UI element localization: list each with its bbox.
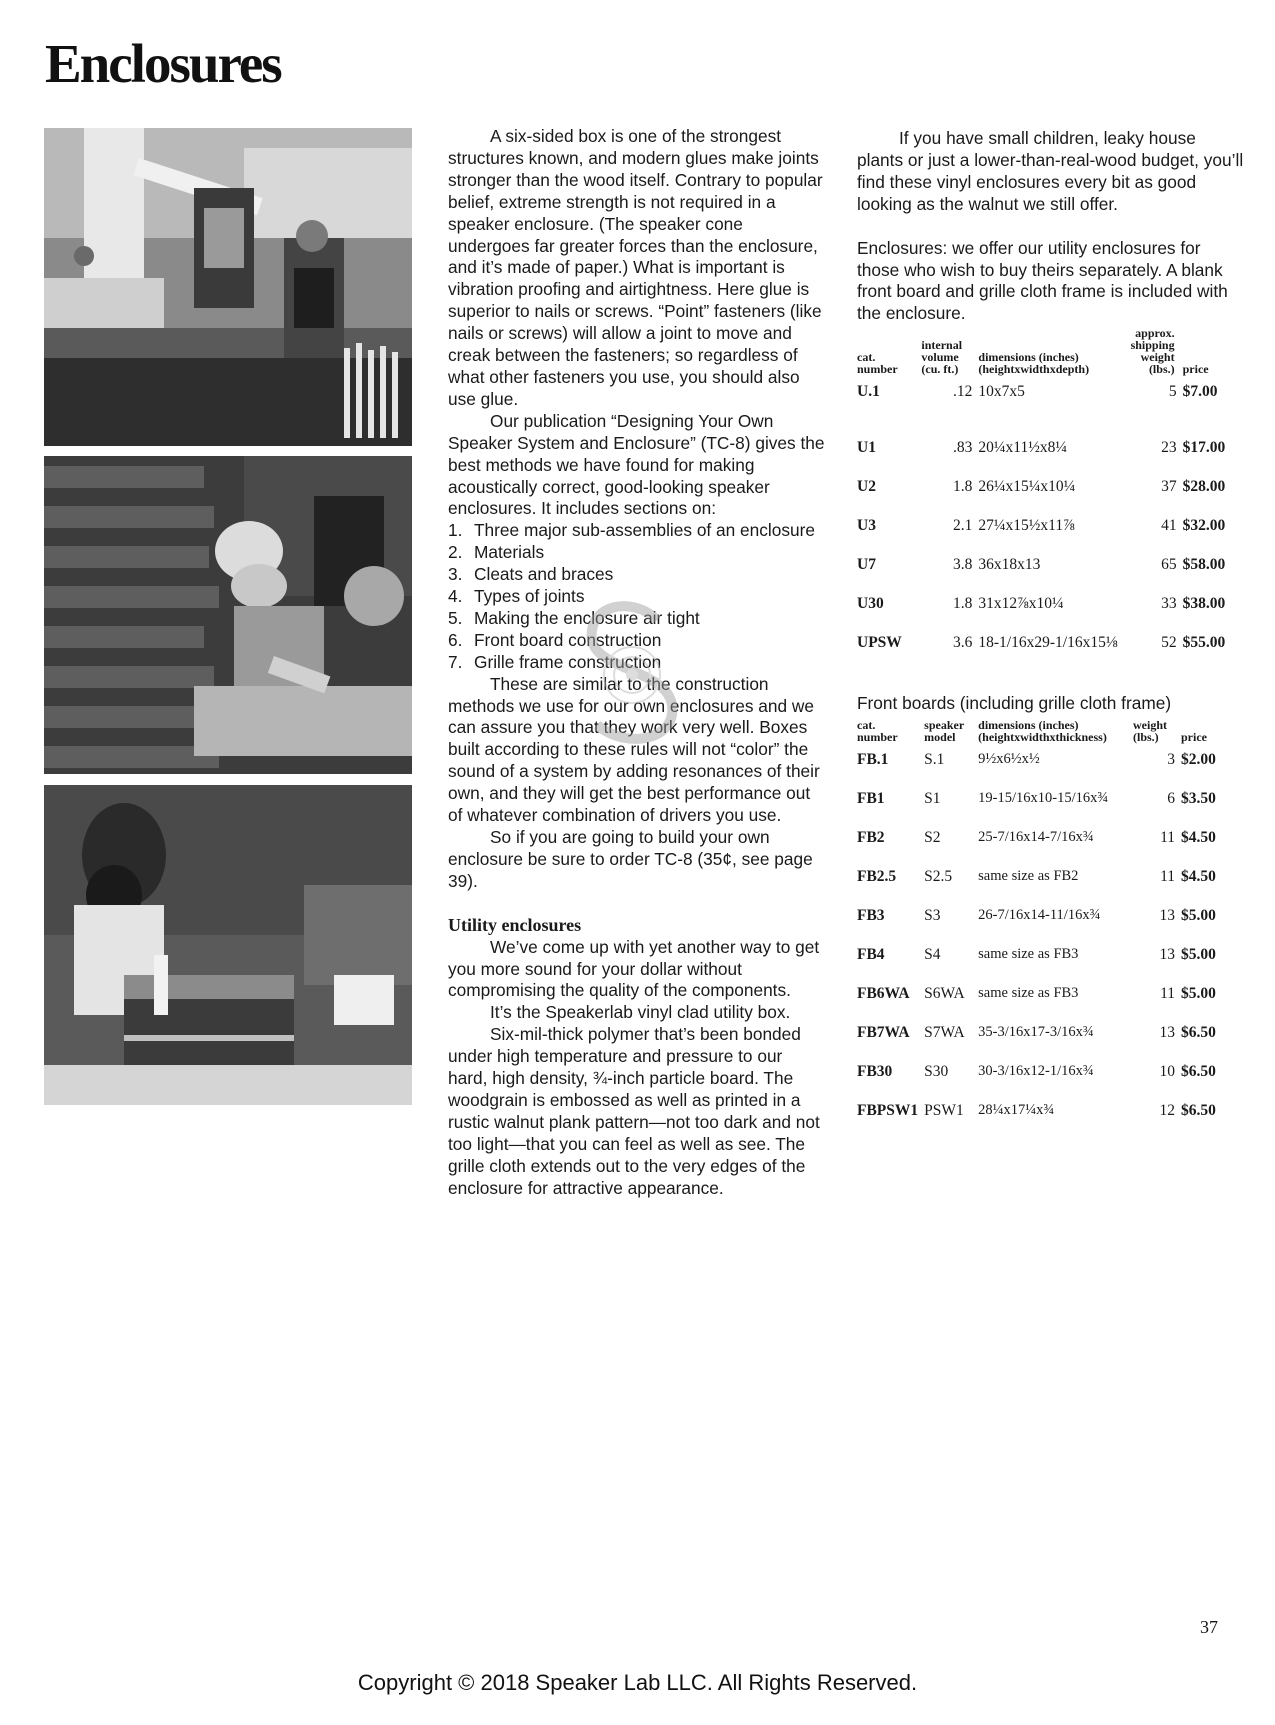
cell-speaker-model: S4 [924, 946, 941, 964]
cell-price: $6.50 [1181, 1063, 1216, 1081]
paragraph-vinyl-clad: It’s the Speakerlab vinyl clad utility box. [490, 1002, 791, 1023]
cell-cat-number: FB4 [857, 946, 885, 964]
cell-cat-number: FB1 [857, 790, 885, 808]
cell-price: $7.00 [1182, 383, 1218, 401]
cell-dimensions: 35-3/16x17-3/16x¾ [978, 1024, 1094, 1041]
cell-weight: 10 [1159, 1063, 1175, 1081]
cell-cat-number: U.1 [857, 383, 880, 401]
cell-cat-number: FB6WA [857, 985, 910, 1003]
list-number: 4. [448, 586, 463, 607]
cell-dimensions: 27¼x15½x11⅞ [978, 517, 1075, 535]
cell-cat-number: FB7WA [857, 1024, 910, 1042]
list-text: Making the enclosure air tight [474, 607, 700, 628]
cell-volume: 1.8 [953, 478, 973, 496]
cell-cat-number: FB2.5 [857, 868, 897, 886]
list-number: 6. [448, 629, 463, 650]
cell-volume: .83 [953, 439, 973, 457]
table-row [857, 749, 1245, 788]
cell-price: $2.00 [1181, 751, 1216, 769]
cell-cat-number: FB3 [857, 907, 885, 925]
paragraph-small-children: If you have small children, leaky house plants or just a lower-than-real-wood budget, you’ll find these vinyl enclosures every bit as good looking as the walnut we still offer. [857, 128, 1244, 214]
cell-dimensions: same size as FB3 [978, 946, 1079, 963]
worker-stacked-boards-photo [44, 456, 412, 774]
cell-weight: 41 [1161, 517, 1177, 535]
cell-dimensions: 9½x6½x½ [978, 751, 1040, 768]
list-text: Cleats and braces [474, 564, 614, 585]
header-internal-volume: internal volume (cu. ft.) [921, 338, 963, 377]
cell-price: $58.00 [1182, 556, 1226, 574]
workshop-drill-press-photo [44, 128, 412, 446]
table-row [857, 1100, 1245, 1139]
cell-price: $5.00 [1181, 907, 1216, 925]
header-speaker-model: speaker model [924, 718, 964, 745]
cell-price: $4.50 [1181, 868, 1216, 886]
section-list-item [448, 564, 826, 586]
cell-weight: 23 [1161, 439, 1177, 457]
paragraph-enclosures-offer: Enclosures: we offer our utility enclosures for those who wish to buy theirs separately. A blank front board and grille cloth frame is included with the enclosure. [857, 237, 1228, 324]
cell-price: $28.00 [1182, 478, 1226, 496]
cell-dimensions: 36x18x13 [978, 556, 1041, 574]
cell-cat-number: U1 [857, 439, 876, 457]
header-dimensions: dimensions (inches) (heightxwidthxdepth) [978, 350, 1090, 377]
cell-dimensions: 19-15/16x10-15/16x¾ [978, 790, 1109, 807]
table-row [857, 381, 1245, 437]
table-row [857, 437, 1245, 476]
article-column-right [857, 128, 1245, 1139]
cell-weight: 12 [1159, 1102, 1175, 1120]
cell-cat-number: U30 [857, 595, 884, 613]
cell-weight: 11 [1160, 985, 1175, 1003]
cell-dimensions: 30-3/16x12-1/16x¾ [978, 1063, 1094, 1080]
cell-volume: .12 [953, 383, 973, 401]
cell-speaker-model: S3 [924, 907, 941, 925]
paragraph-polymer: Six-mil-thick polymer that’s been bonded under high temperature and pressure to our hard, high density, ¾-inch particle board. The woodgrain is embossed as well as printed in a rustic walnut plank pattern—not too dark and not too light—that you can feel as well as see. The grille cloth extends out to the very edges of the enclosure for attractive appearance. [448, 1024, 820, 1198]
cell-cat-number: U7 [857, 556, 876, 574]
cell-volume: 1.8 [953, 595, 973, 613]
cell-dimensions: 28¼x17¼x¾ [978, 1102, 1055, 1119]
table-row [857, 632, 1245, 671]
cell-weight: 13 [1159, 907, 1175, 925]
cell-dimensions: 20¼x11½x8¼ [978, 439, 1067, 457]
cell-weight: 52 [1161, 634, 1177, 652]
cell-weight: 13 [1159, 946, 1175, 964]
table-row [857, 788, 1245, 827]
paragraph-more-sound: We’ve come up with yet another way to get you more sound for your dollar without compromising the quality of the components. [448, 936, 820, 1001]
cell-dimensions: 26-7/16x14-11/16x¾ [978, 907, 1101, 924]
cell-price: $5.00 [1181, 946, 1216, 964]
cell-price: $32.00 [1182, 517, 1226, 535]
cell-volume: 3.8 [953, 556, 973, 574]
table-row [857, 983, 1245, 1022]
cell-speaker-model: S2.5 [924, 868, 953, 886]
cell-cat-number: FB30 [857, 1063, 893, 1081]
header-cat-number: cat. number [857, 350, 898, 377]
cell-price: $6.50 [1181, 1102, 1216, 1120]
table-row [857, 554, 1245, 593]
cell-cat-number: U2 [857, 478, 876, 496]
speakerlab-watermark-icon [572, 600, 692, 750]
table-row [857, 476, 1245, 515]
table-row [857, 515, 1245, 554]
cell-cat-number: U3 [857, 517, 876, 535]
header-price: price [1181, 730, 1207, 745]
cell-speaker-model: S.1 [924, 751, 945, 769]
cell-dimensions: 31x12⅞x10¼ [978, 595, 1064, 613]
cell-weight: 33 [1161, 595, 1177, 613]
paragraph-box-strength: A six-sided box is one of the strongest structures known, and modern glues make joints stronger than the wood itself. Contrary to popular belief, extreme strength is not required in a speaker enclosure. (The speaker cone undergoes far greater forces than the enclosure, and it’s made of paper.) What is important is vibration proofing and airtightness. Here glue is superior to nails or screws. “Point” fasteners (like nails or screws) will allow a joint to move and creak between the fasteners; so regardless of what other fasteners you use, you should also use glue. [448, 126, 823, 409]
utility-enclosures-heading: Utility enclosures [448, 914, 582, 935]
paragraph-construction-methods: These are similar to the construction methods we use for our own enclosures and we can assure you that they work very well. Boxes built according to these rules will not “color” the sound of a system by adding resonances of their own, and they will get the best performance out of whatever combination of drivers you use. [448, 673, 820, 826]
cell-weight: 11 [1160, 868, 1175, 886]
cell-price: $6.50 [1181, 1024, 1216, 1042]
header-dimensions: dimensions (inches) (heightxwidthxthickness) [978, 718, 1107, 745]
list-text: Front board construction [474, 629, 662, 650]
list-text: Types of joints [474, 586, 585, 607]
cell-cat-number: FB2 [857, 829, 885, 847]
cell-dimensions: same size as FB3 [978, 985, 1079, 1002]
header-weight: weight (lbs.) [1133, 718, 1167, 745]
cell-volume: 3.6 [953, 634, 973, 652]
cell-dimensions: 26¼x15¼x10¼ [978, 478, 1076, 496]
cell-speaker-model: S2 [924, 829, 941, 847]
cell-dimensions: 10x7x5 [978, 383, 1025, 401]
list-text: Grille frame construction [474, 651, 662, 672]
header-shipping-weight: approx. shipping weight (lbs.) [1130, 326, 1175, 377]
cell-price: $3.50 [1181, 790, 1216, 808]
cell-price: $17.00 [1182, 439, 1226, 457]
cell-cat-number: FB.1 [857, 751, 889, 769]
copyright-notice: Copyright © 2018 Speaker Lab LLC. All Rights Reserved. [357, 1670, 918, 1695]
worker-assembling-box-photo [44, 785, 412, 1105]
cell-price: $4.50 [1181, 829, 1216, 847]
list-number: 2. [448, 542, 463, 563]
list-number: 7. [448, 651, 463, 672]
table-row [857, 593, 1245, 632]
header-cat-number: cat. number [857, 718, 898, 745]
cell-volume: 2.1 [953, 517, 973, 535]
cell-dimensions: 25-7/16x14-7/16x¾ [978, 829, 1094, 846]
cell-cat-number: UPSW [857, 634, 902, 652]
cell-weight: 3 [1167, 751, 1175, 769]
section-list-item [448, 542, 826, 564]
header-price: price [1182, 362, 1209, 377]
table-row [857, 1061, 1245, 1100]
front-boards-table [857, 719, 1245, 1139]
cell-price: $5.00 [1181, 985, 1216, 1003]
cell-price: $55.00 [1182, 634, 1226, 652]
cell-dimensions: same size as FB2 [978, 868, 1079, 885]
utility-enclosures-table [857, 327, 1245, 671]
cell-weight: 65 [1161, 556, 1177, 574]
front-boards-heading: Front boards (including grille cloth frame) [857, 693, 1172, 714]
cell-weight: 11 [1160, 829, 1175, 847]
list-number: 3. [448, 564, 463, 585]
page-number: 37 [1200, 1617, 1218, 1637]
list-text: Three major sub-assemblies of an enclosure [474, 520, 815, 541]
cell-weight: 5 [1168, 383, 1177, 401]
list-text: Materials [474, 542, 545, 563]
cell-speaker-model: S6WA [924, 985, 965, 1003]
table-row [857, 944, 1245, 983]
section-list-item [448, 520, 826, 542]
cell-weight: 37 [1161, 478, 1177, 496]
paragraph-publication-tc8: Our publication “Designing Your Own Speaker System and Enclosure” (TC-8) gives the best methods we have found for making acoustically correct, good-looking speaker enclosures. It includes sections on: [448, 410, 825, 519]
cell-dimensions: 18-1/16x29-1/16x15⅛ [978, 634, 1118, 652]
paragraph-order-tc8: So if you are going to build your own enclosure be sure to order TC-8 (35¢, see page 39). [448, 827, 813, 891]
list-number: 1. [448, 520, 463, 541]
page-title: Enclosures [45, 33, 281, 94]
table-row [857, 827, 1245, 866]
table-row [857, 1022, 1245, 1061]
cell-weight: 13 [1159, 1024, 1175, 1042]
cell-speaker-model: PSW1 [924, 1102, 964, 1120]
cell-speaker-model: S1 [924, 790, 941, 808]
cell-speaker-model: S30 [924, 1063, 949, 1081]
table-row [857, 905, 1245, 944]
cell-weight: 6 [1167, 790, 1175, 808]
table-row [857, 866, 1245, 905]
list-number: 5. [448, 607, 463, 628]
cell-speaker-model: S7WA [924, 1024, 965, 1042]
cell-price: $38.00 [1182, 595, 1226, 613]
cell-cat-number: FBPSW1 [857, 1102, 919, 1120]
